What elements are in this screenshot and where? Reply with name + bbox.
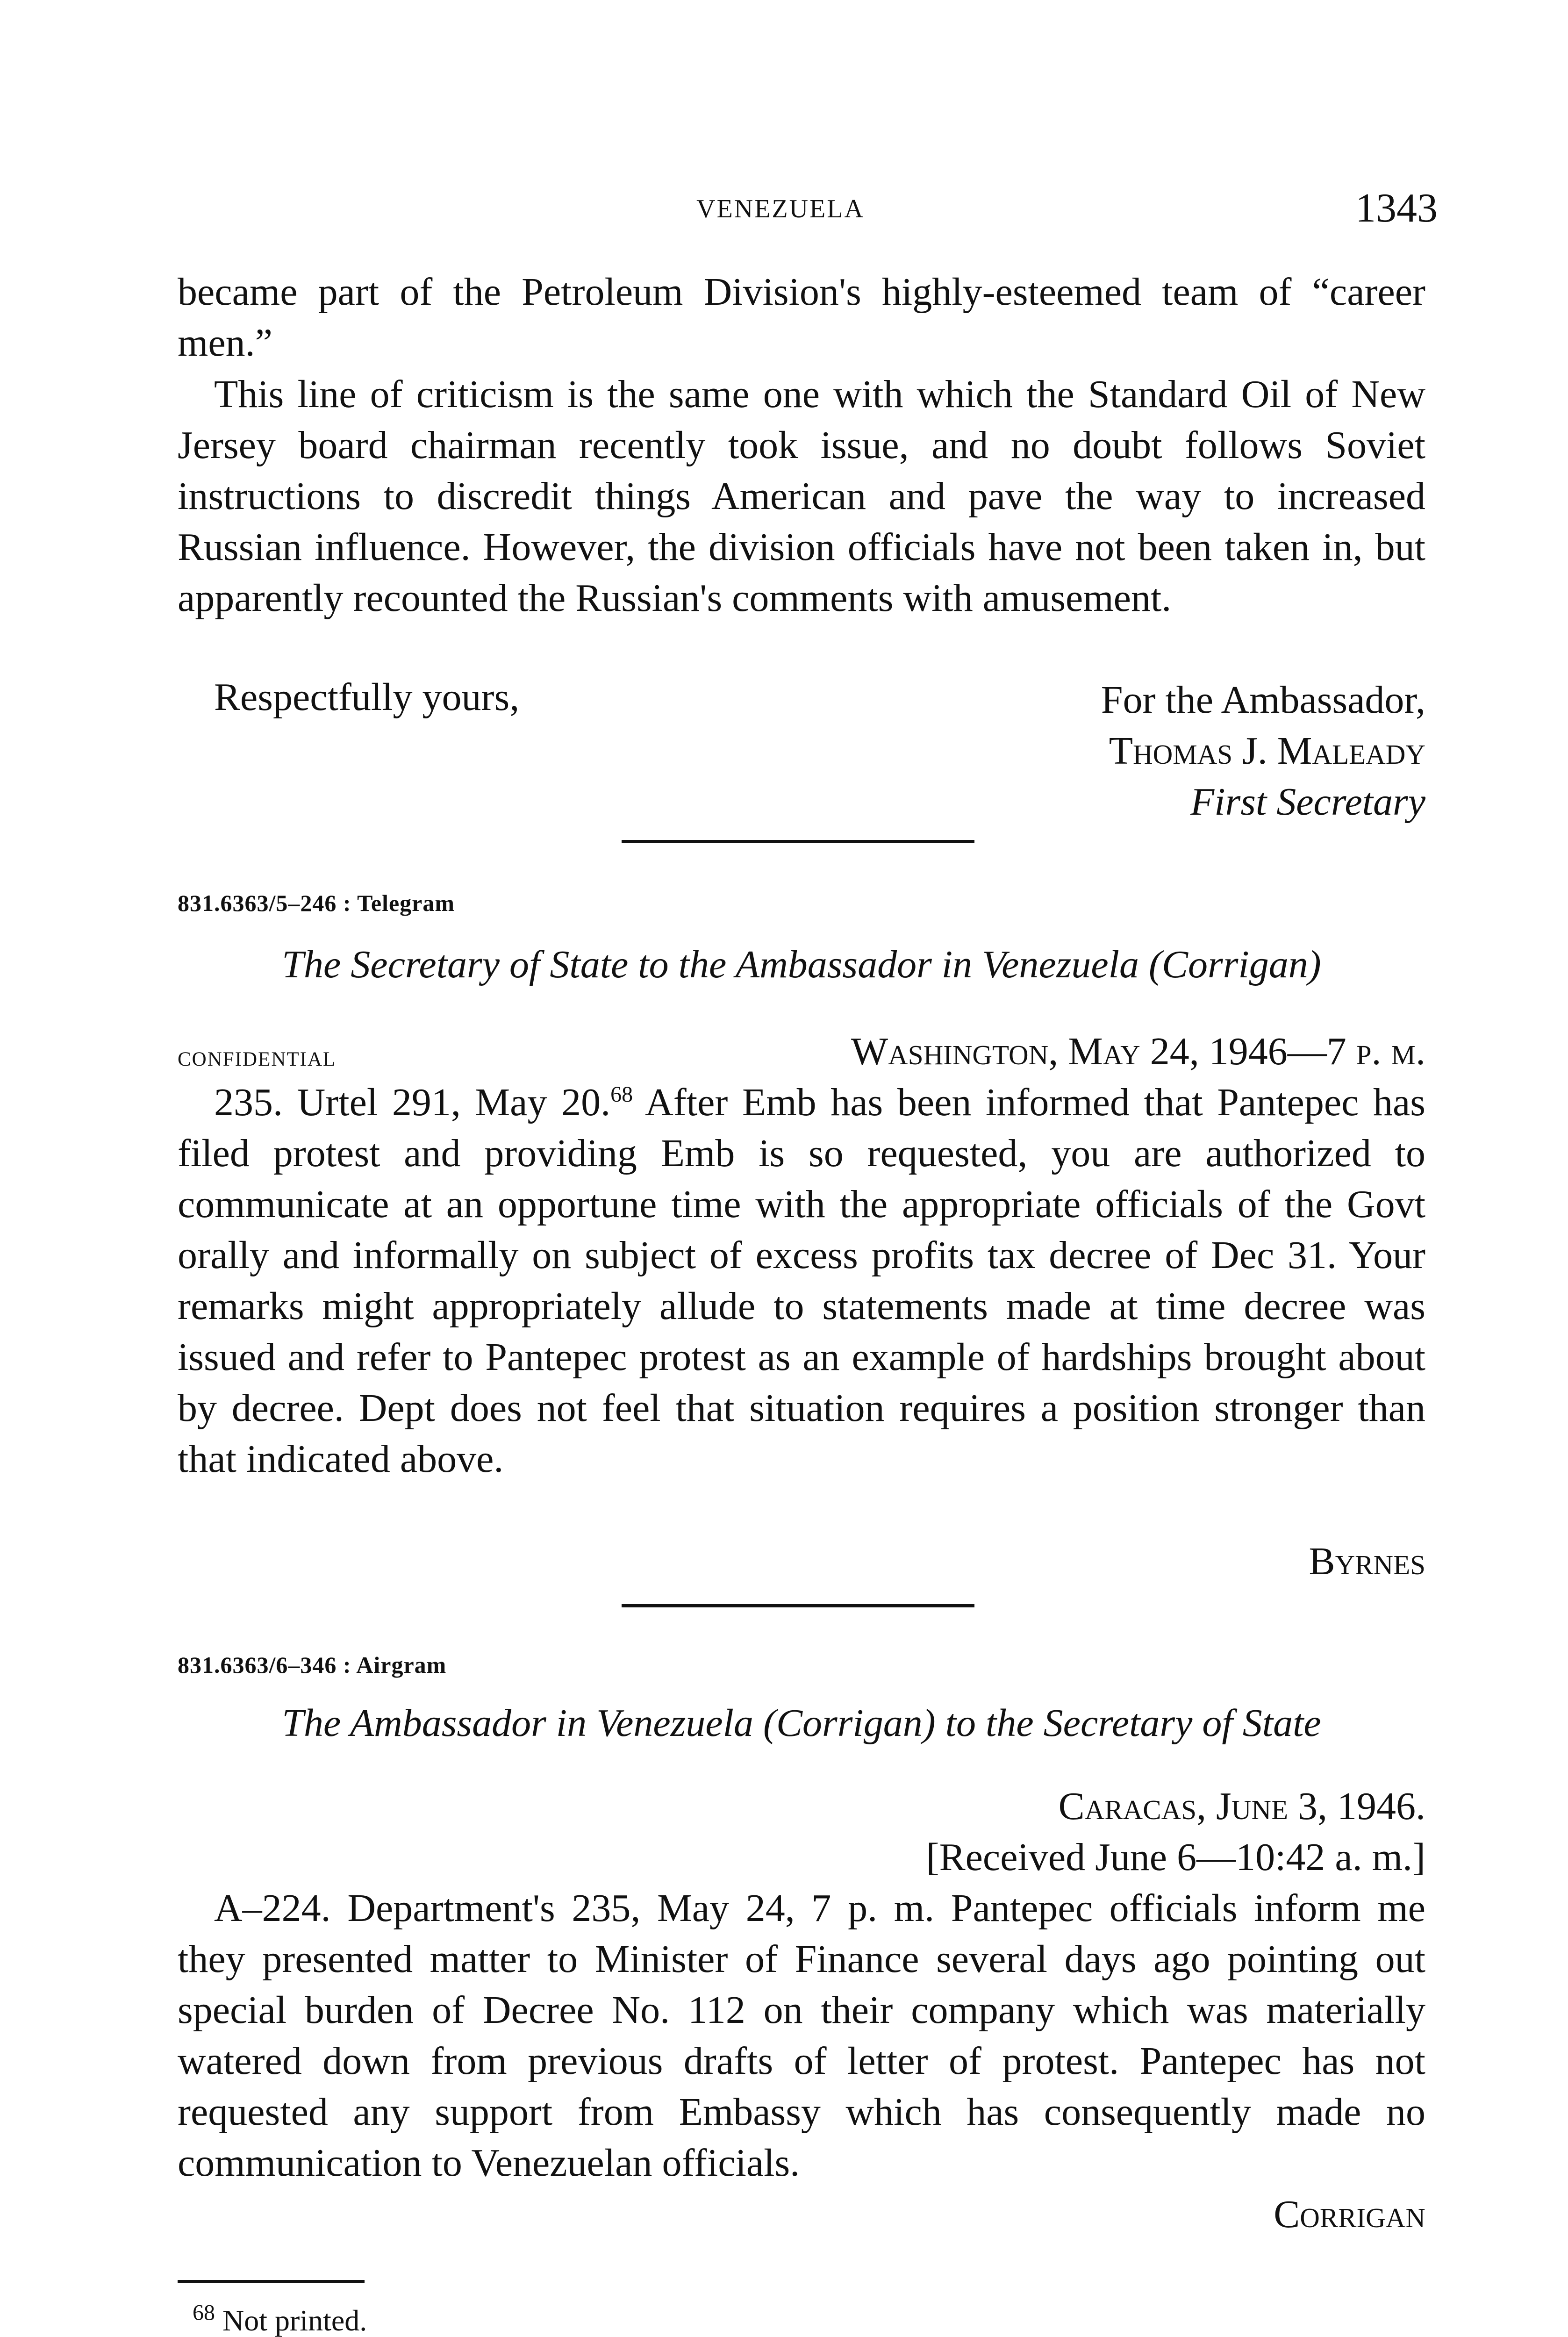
footnote-text: Not printed. (222, 2304, 367, 2337)
continued-paragraph: became part of the Petroleum Division's highly-esteemed team of “career men.” (178, 270, 1425, 365)
for-ambassador-line: For the Ambassador, (1101, 678, 1425, 722)
signer-name: Thomas J. Maleady (1109, 729, 1425, 773)
received-line: [Received June 6—10:42 a. m.] (926, 1835, 1425, 1879)
telegram-body-rest: After Emb has been informed that Pantepec has filed protest and providing Emb is so requested, you are authorized to communicate at an opportune time with the appropriate officials of the Govt orally and informally on subject of excess profits tax decree of Dec 31. Your remarks might appropriately allude to statements made at time decree was issued and refer to Pantepec protest as an example of hardships brought about by decree. Dept does not feel that situation requires a position stronger than that indicated above. (178, 1081, 1425, 1481)
closing: Respectfully yours, (214, 675, 520, 719)
document-heading: The Ambassador in Venezuela (Corrigan) to the Secretary of State (282, 1701, 1321, 1745)
airgram-body: A–224. Department's 235, May 24, 7 p. m. Pantepec officials inform me they presented matter to Minister of Finance several days ago pointing out special burden of Decree No. 112 on their company which was materially watered down from previous drafts of letter of protest. Pantepec has not requested any support from Embassy which has consequently made no communication to Venezuelan officials. (178, 1886, 1425, 2185)
airgram-signature: Corrigan (1274, 2193, 1425, 2236)
telegram-body (178, 1077, 1425, 1484)
footnote-number: 68 (193, 2300, 215, 2325)
classification-label: confidential (178, 1040, 337, 1072)
file-reference: 831.6363/6–346 : Airgram (178, 1652, 447, 1678)
place-date-line: Washington, May 24, 1946—7 p. m. (851, 1030, 1425, 1073)
section-divider (622, 1604, 974, 1607)
footnote-marker: 68 (610, 1082, 633, 1107)
document-heading: The Secretary of State to the Ambassador in Venezuela (Corrigan) (282, 943, 1321, 986)
footnote-rule (178, 2280, 365, 2283)
page-number: 1343 (1355, 186, 1438, 231)
telegram-signature: Byrnes (1309, 1540, 1425, 1583)
body-paragraph: This line of criticism is the same one with which the Standard Oil of New Jersey board chairman recently took issue, and no doubt follows Soviet instructions to discredit things American and pave the way to increased Russian influence. However, the division officials have not been taken in, but apparently recounted the Russian's comments with amusement. (178, 373, 1425, 620)
section-divider (622, 840, 974, 843)
file-reference: 831.6363/5–246 : Telegram (178, 890, 455, 916)
place-date-line: Caracas, June 3, 1946. (1058, 1785, 1425, 1828)
signer-title: First Secretary (1190, 780, 1425, 824)
telegram-body-start: 235. Urtel 291, May 20. (214, 1081, 611, 1124)
running-title: VENEZUELA (696, 194, 865, 223)
footnote (193, 2300, 367, 2337)
